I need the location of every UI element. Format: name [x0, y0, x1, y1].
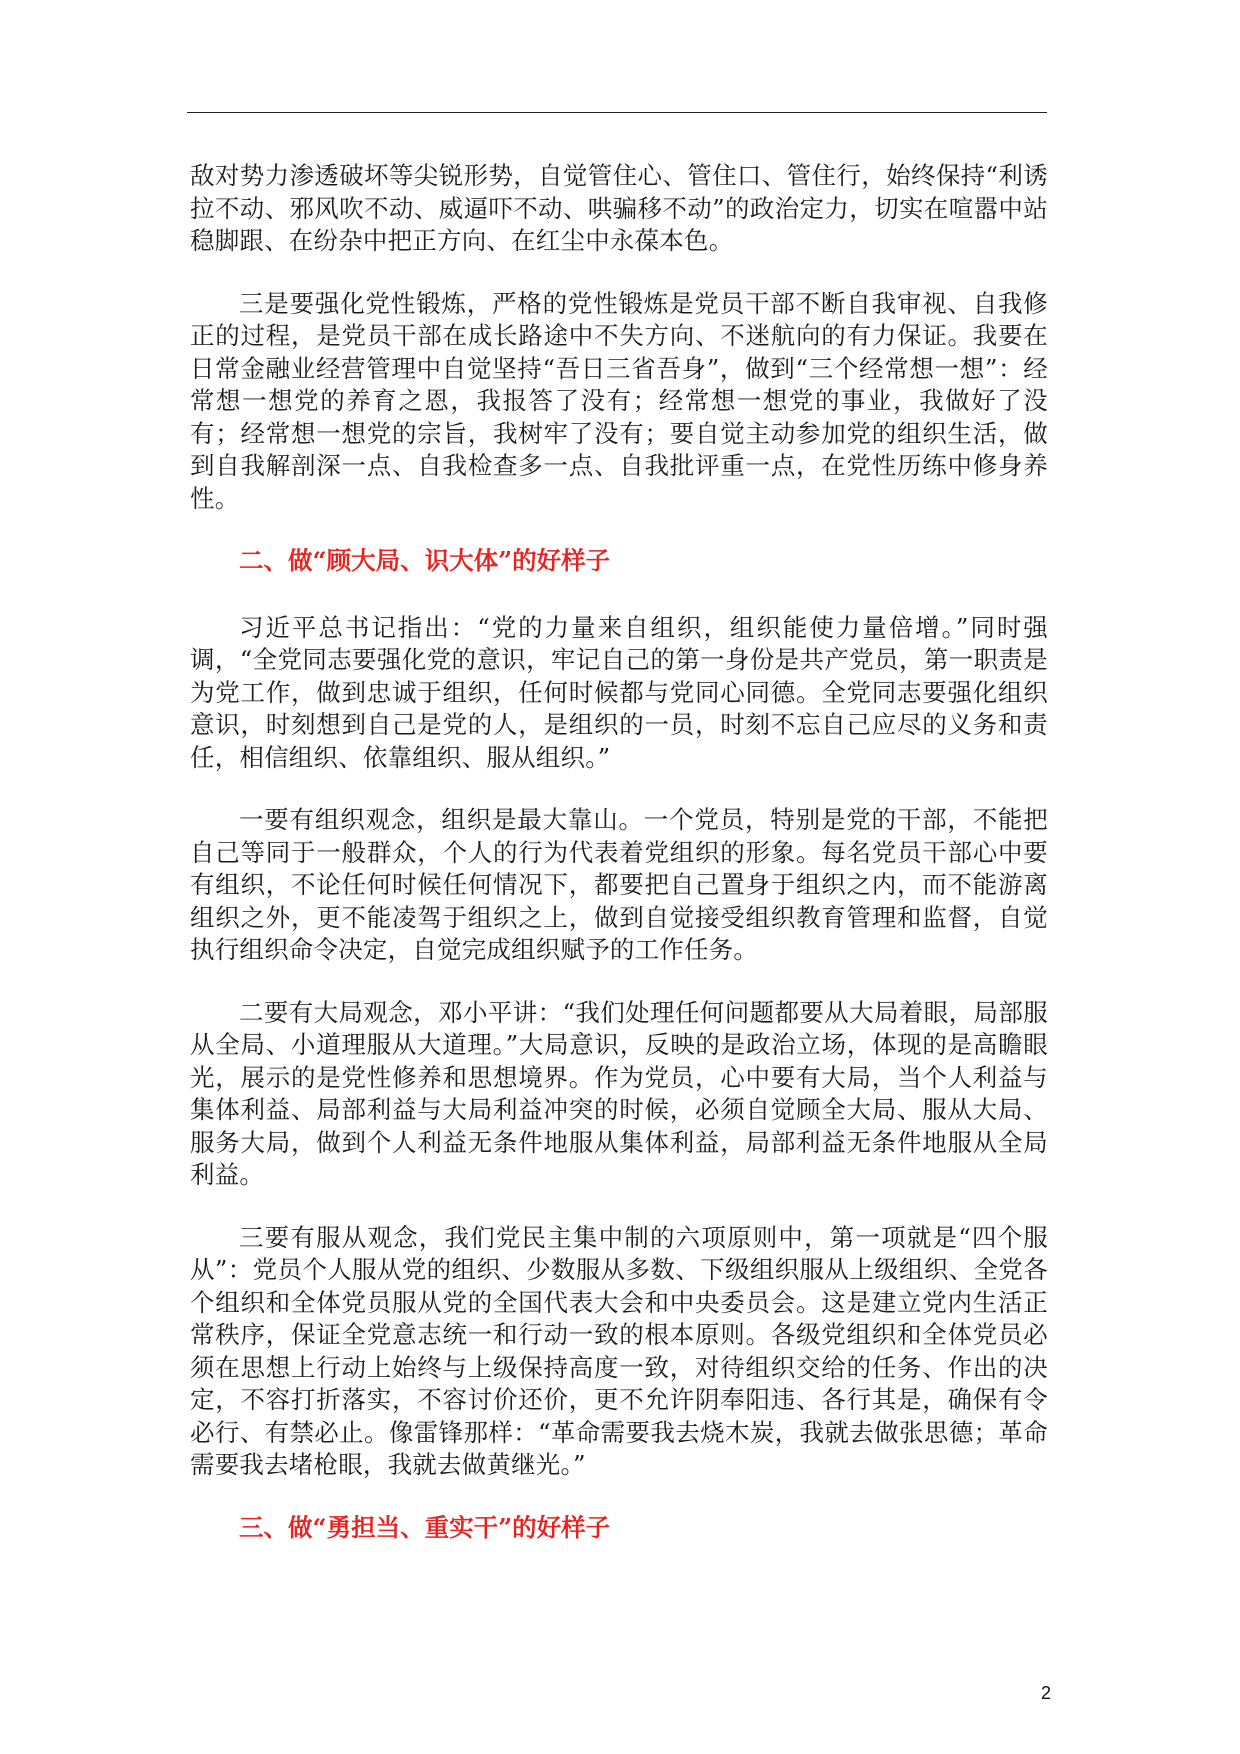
document-body: [190, 160, 1048, 1578]
paragraph: 三是要强化党性锻炼，严格的党性锻炼是党员干部不断自我审视、自我修正的过程，是党员干部在成长路途中不失方向、不迷航向的有力保证。我要在日常金融业经营管理中自觉坚持“吾日三省吾身”，做到“三个经常想一想”：经常想一想党的养育之恩，我报答了没有；经常想一想党的事业，我做好了没有；经常想一想党的宗旨，我树牢了没有；要自觉主动参加党的组织生活，做到自我解剖深一点、自我检查多一点、自我批评重一点，在党性历练中修身养性。: [190, 288, 1048, 513]
page-number: 2: [1040, 1683, 1051, 1703]
section-heading: 二、做“顾大局、识大体”的好样子: [239, 546, 611, 575]
paragraph: 习近平总书记指出：“党的力量来自组织，组织能使力量倍增。”同时强调，“全党同志要强化党的意识，牢记自己的第一身份是共产党员，第一职责是为党工作，做到忠诚于组织，任何时候都与党同心同德。全党同志要强化组织意识，时刻想到自己是党的人，是组织的一员，时刻不忘自己应尽的义务和责任，相信组织、依靠组织、服从组织。”: [190, 612, 1048, 772]
header-rule: [187, 112, 1047, 113]
section-heading: 三、做“勇担当、重实干”的好样子: [239, 1512, 611, 1542]
paragraph: 一要有组织观念，组织是最大靠山。一个党员，特别是党的干部，不能把自己等同于一般群众，个人的行为代表着党组织的形象。每名党员干部心中要有组织，不论任何时候任何情况下，都要把自己置身于组织之内，而不能游离组织之外，更不能凌驾于组织之上，做到自觉接受组织教育管理和监督，自觉执行组织命令决定，自觉完成组织赋予的工作任务。: [190, 805, 1048, 964]
paragraph-continued: 敌对势力渗透破坏等尖锐形势，自觉管住心、管住口、管住行，始终保持“利诱拉不动、邪风吹不动、威逼吓不动、哄骗移不动”的政治定力，切实在喧嚣中站稳脚跟、在纷杂中把正方向、在红尘中永葆本色。: [190, 161, 1048, 255]
paragraph: 二要有大局观念，邓小平讲：“我们处理任何问题都要从大局着眼，局部服从全局、小道理服从大道理。”大局意识，反映的是政治立场，体现的是高瞻眼光，展示的是党性修养和思想境界。作为党员，心中要有大局，当个人利益与集体利益、局部利益与大局利益冲突的时候，必须自觉顾全大局、服从大局、服务大局，做到个人利益无条件地服从集体利益，局部利益无条件地服从全局利益。: [190, 997, 1048, 1189]
paragraph: 三要有服从观念，我们党民主集中制的六项原则中，第一项就是“四个服从”：党员个人服从党的组织、少数服从多数、下级组织服从上级组织、全党各个组织和全体党员服从党的全国代表大会和中央委员会。这是建立党内生活正常秩序，保证全党意志统一和行动一致的根本原则。各级党组织和全体党员必须在思想上行动上始终与上级保持高度一致，对待组织交给的任务、作出的决定，不容打折落实，不容讨价还价，更不允许阴奉阳违、各行其是，确保有令必行、有禁必止。像雷锋那样：“革命需要我去烧木炭，我就去做张思德；革命需要我去堵枪眼，我就去做黄继光。”: [190, 1222, 1048, 1479]
